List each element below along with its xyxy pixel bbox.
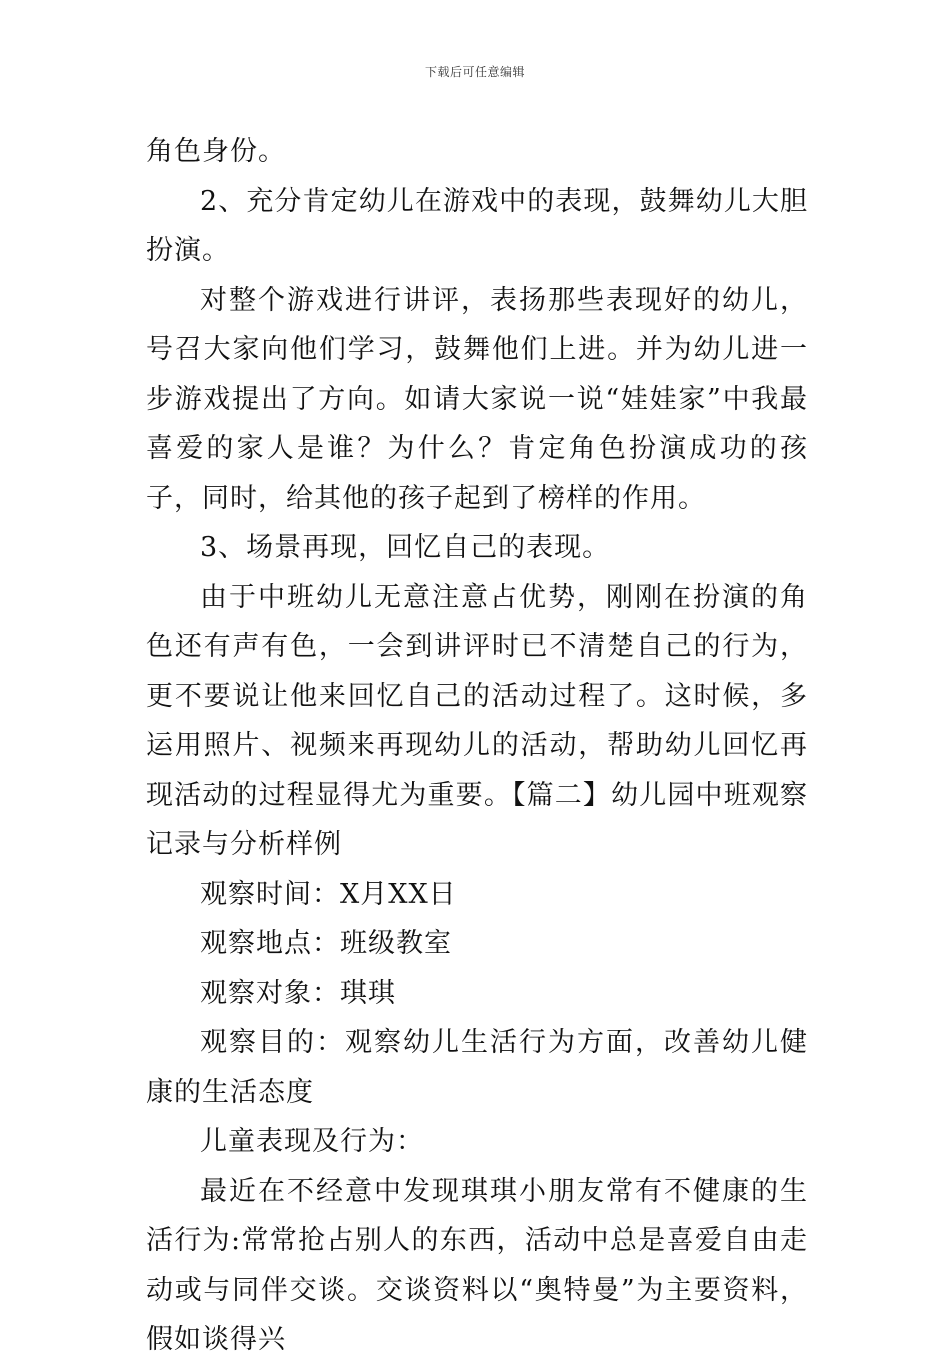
document-body [146,127,808,1365]
paragraph-heading-3: 3、场景再现，回忆自己的表现。 [200,532,611,563]
paragraph-scene-replay: 由于中班幼儿无意注意占优势，刚刚在扮演的角色还有声有色，一会到讲评时已不清楚自己的行为，更不要说让他来回忆自己的活动过程了。这时候，多运用照片、视频来再现幼儿的活动，帮助幼儿回忆再现活动的过程显得尤为重要。【篇二】幼儿园中班观察记录与分析样例 [146,581,808,860]
observation-subject: 观察对象：琪琪 [200,977,396,1009]
paragraph-role-identity: 角色身份。 [146,136,286,167]
paragraph-evaluation: 对整个游戏进行讲评，表扬那些表现好的幼儿，号召大家向他们学习，鼓舞他们上进。并为幼儿进一步游戏提出了方向。如请大家说一说“娃娃家”中我最喜爱的家人是谁？为什么？肯定角色扮演成功的孩子，同时，给其他的孩子起到了榜样的作用。 [146,284,808,514]
observation-purpose: 观察目的：观察幼儿生活行为方面，改善幼儿健康的生活态度 [146,1027,808,1108]
paragraph-heading-2: 2、充分肯定幼儿在游戏中的表现，鼓舞幼儿大胆扮演。 [146,185,808,266]
child-behavior-heading: 儿童表现及行为： [200,1126,424,1157]
page-header: 下载后可任意编辑 [424,65,525,79]
child-behavior-description: 最近在不经意中发现琪琪小朋友常有不健康的生活行为:常常抢占别人的东西，活动中总是喜爱自由走动或与同伴交谈。交谈资料以“奥特曼”为主要资料，假如谈得兴 [146,1175,808,1355]
observation-location: 观察地点：班级教室 [200,928,452,959]
observation-time: 观察时间：X月XX日 [200,878,457,910]
